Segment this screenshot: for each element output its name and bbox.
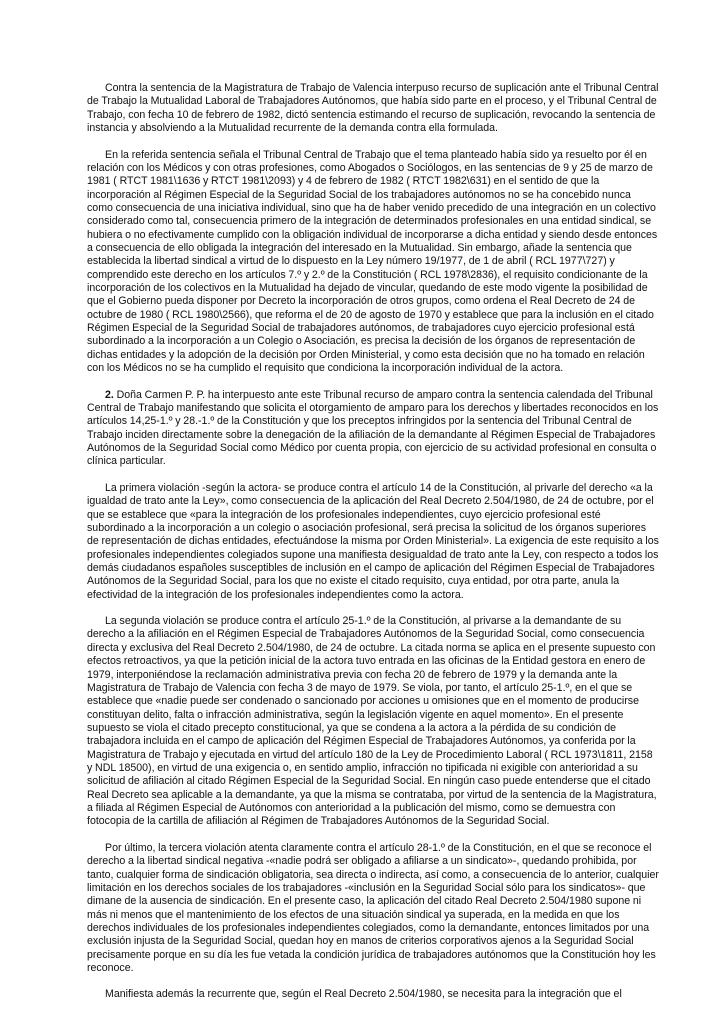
paragraph-4 [87, 482, 659, 602]
paragraph-5 [87, 615, 659, 829]
paragraph-7 [87, 988, 659, 1001]
paragraph-3-text: Doña Carmen P. P. ha interpuesto ante este Tribunal recurso de amparo contra la sentencia calendada del Tribunal Central de Trabajo manifestando que solicita el otorgamiento de amparo para los derechos y libertades reconocidos en los artículos 14,25-1.º y 28.-1.º de la Constitución y que los preceptos infringidos por la sentencia del Tribunal Central de Trabajo inciden directamente sobre la denegación de la afiliación de la demandante al Régimen Especial de Trabajadores Autónomos de la Seguridad Social como Médico por cuenta propia, con ejercicio de su actividad profesional en consulta o clínica particular. [87, 388, 659, 468]
paragraph-6-text: Por último, la tercera violación atenta claramente contra el artículo 28-1.º de la Constitución, en el que se reconoce el derecho a la libertad sindical negativa -«nadie podrá ser obligado a afiliarse a un sindicato»-, quedando prohibida, por tanto, cualquier forma de sindicación obligatoria, sea directa o indirecta, así como, a consecuencia de lo anterior, cualquier limitación en los derechos sociales de los trabajadores -«inclusión en la Seguridad Social sólo para los sindicatos»- que dimane de la ausencia de sindicación. En el presente caso, la aplicación del citado Real Decreto 2.504/1980 supone ni más ni menos que el mantenimiento de los efectos de una situación sindical ya superada, en la medida en que los derechos individuales de los profesionales independientes colegiados, como la demandante, entonces limitados por una exclusión injusta de la Seguridad Social, quedan hoy en manos de criterios corporativos ajenos a la Seguridad Social precisamente porque en su día les fue vetada la condición jurídica de trabajadores autónomos que la Constitución hoy les reconoce. [87, 841, 659, 974]
paragraph-1-text: Contra la sentencia de la Magistratura de Trabajo de Valencia interpuso recurso de suplicación ante el Tribunal Central de Trabajo la Mutualidad Laboral de Trabajadores Autónomos, que había sido parte en el proceso, y el Tribunal Central de Trabajo, con fecha 10 de febrero de 1982, dictó sentencia estimando el recurso de suplicación, revocando la sentencia de instancia y absolviendo a la Mutualidad recurrente de la demanda contra ella formulada. [87, 82, 659, 135]
paragraph-2 [87, 149, 659, 376]
document-body [87, 82, 659, 1015]
paragraph-7-text: Manifiesta además la recurrente que, según el Real Decreto 2.504/1980, se necesita para la integración que el [105, 988, 622, 1001]
paragraph-2-text: En la referida sentencia señala el Tribunal Central de Trabajo que el tema planteado había sido ya resuelto por él en relación con los Médicos y con otras profesiones, como Abogados o Sociólogos, en las sentencias de 9 y 25 de marzo de 1981 ( RTCT 1981\1636 y RTCT 1981\2093) y 4 de febrero de 1982 ( RTCT 1982\631) en el sentido de que la incorporación al Régimen Especial de la Seguridad Social de los trabajadores autónomos no se ha concebido nunca como consecuencia de una iniciativa individual, sino que ha de haber venido precedido de una integración en un colectivo considerado como tal, consecuencia primero de la integración de determinados profesionales en una entidad sindical, se hubiera o no efectivamente cumplido con la obligación individual de incorporarse a dicha entidad y siendo desde entonces a consecuencia de ello obligada la integración del interesado en la Mutualidad. Sin embargo, añade la sentencia que establecida la libertad sindical a virtud de lo dispuesto en la Ley número 19/1977, de 1 de abril ( RCL 1977\727) y comprendido este derecho en los artículos 7.º y 2.º de la Constitución ( RCL 1978\2836), el requisito condicionante de la incorporación de los colectivos en la Mutualidad ha dejado de vincular, quedando de este modo vigente la posibilidad de que el Gobierno pueda disponer por Decreto la incorporación de otros grupos, como ordena el Real Decreto de 24 de octubre de 1980 ( RCL 1980\2566), que reforma el de 20 de agosto de 1970 y establece que para la inclusión en el citado Régimen Especial de la Seguridad Social de trabajadores autónomos, de trabajadores cuyo ejercicio profesional está subordinado a la incorporación a un Colegio o Asociación, es precisa la decisión de los órganos de representación de dichas entidades y la adopción de la decisión por Orden Ministerial, y como esta decisión que no ha tomado en relación con los Médicos no se ha cumplido el requisito que condiciona la incorporación individual de la actora. [87, 148, 658, 375]
paragraph-3-number: 2. [105, 388, 114, 401]
paragraph-4-text: La primera violación -según la actora- se produce contra el artículo 14 de la Constitución, al privarle del derecho «a la igualdad de trato ante la Ley», como consecuencia de la aplicación del Real Decreto 2.504/1980, de 24 de octubre, por el que se establece que «para la integración de los profesionales independientes, cuyo ejercicio profesional esté subordinado a la incorporación a un colegio o asociación profesional, será precisa la solicitud de los órganos superiores de representación de dichas entidades, efectuándose la misma por Orden Ministerial». La exigencia de este requisito a los profesionales independientes colegiados supone una manifiesta desigualdad de trato ante la Ley, con respecto a todos los demás ciudadanos españoles susceptibles de inclusión en el campo de aplicación del Régimen Especial de Trabajadores Autónomos de la Seguridad Social, para los que no existe el citado requisito, cuya entidad, por otra parte, anula la efectividad de la integración de los profesionales independientes como la actora. [87, 481, 659, 601]
paragraph-3 [87, 389, 659, 469]
paragraph-6 [87, 842, 659, 975]
paragraph-5-text: La segunda violación se produce contra el artículo 25-1.º de la Constitución, al privarse a la demandante de su derecho a la afiliación en el Régimen Especial de Trabajadores Autónomos de la Seguridad Social, como consecuencia directa y exclusiva del Real Decreto 2.504/1980, de 24 de octubre. La citada norma se aplica en el presente supuesto con efectos retroactivos, ya que la petición inicial de la actora tuvo entrada en las oficinas de la Entidad gestora en enero de 1979, interponiéndose la reclamación administrativa previa con fecha 20 de febrero de 1979 y la demanda ante la Magistratura de Trabajo de Valencia con fecha 3 de mayo de 1979. Se viola, por tanto, el artículo 25-1.º, en el que se establece que «nadie puede ser condenado o sancionado por acciones u omisiones que en el momento de producirse constituyan delito, falta o infracción administrativa, según la legislación vigente en aquel momento». En el presente supuesto se viola el citado precepto constitucional, ya que se condena a la actora a la pérdida de su condición de trabajadora incluida en el campo de aplicación del Régimen Especial de Trabajadores Autónomos, ya conferida por la Magistratura de Trabajo y ejecutada en virtud del artículo 180 de la Ley de Procedimiento Laboral ( RCL 1973\1811, 2158 y NDL 18500), en virtud de una exigencia o, en sentido amplio, infracción no tipificada ni exigible con anterioridad a su solicitud de afiliación al citado Régimen Especial de la Seguridad Social. En ningún caso puede entenderse que el citado Real Decreto sea aplicable a la demandante, ya que la misma se contrataba, por virtud de la sentencia de la Magistratura, a filiada al Régimen Especial de Autónomos con anterioridad a la publicación del mismo, como se demuestra con fotocopia de la cartilla de afiliación al Régimen de Trabajadores Autónomos de la Seguridad Social. [87, 615, 657, 828]
paragraph-1 [87, 82, 659, 135]
